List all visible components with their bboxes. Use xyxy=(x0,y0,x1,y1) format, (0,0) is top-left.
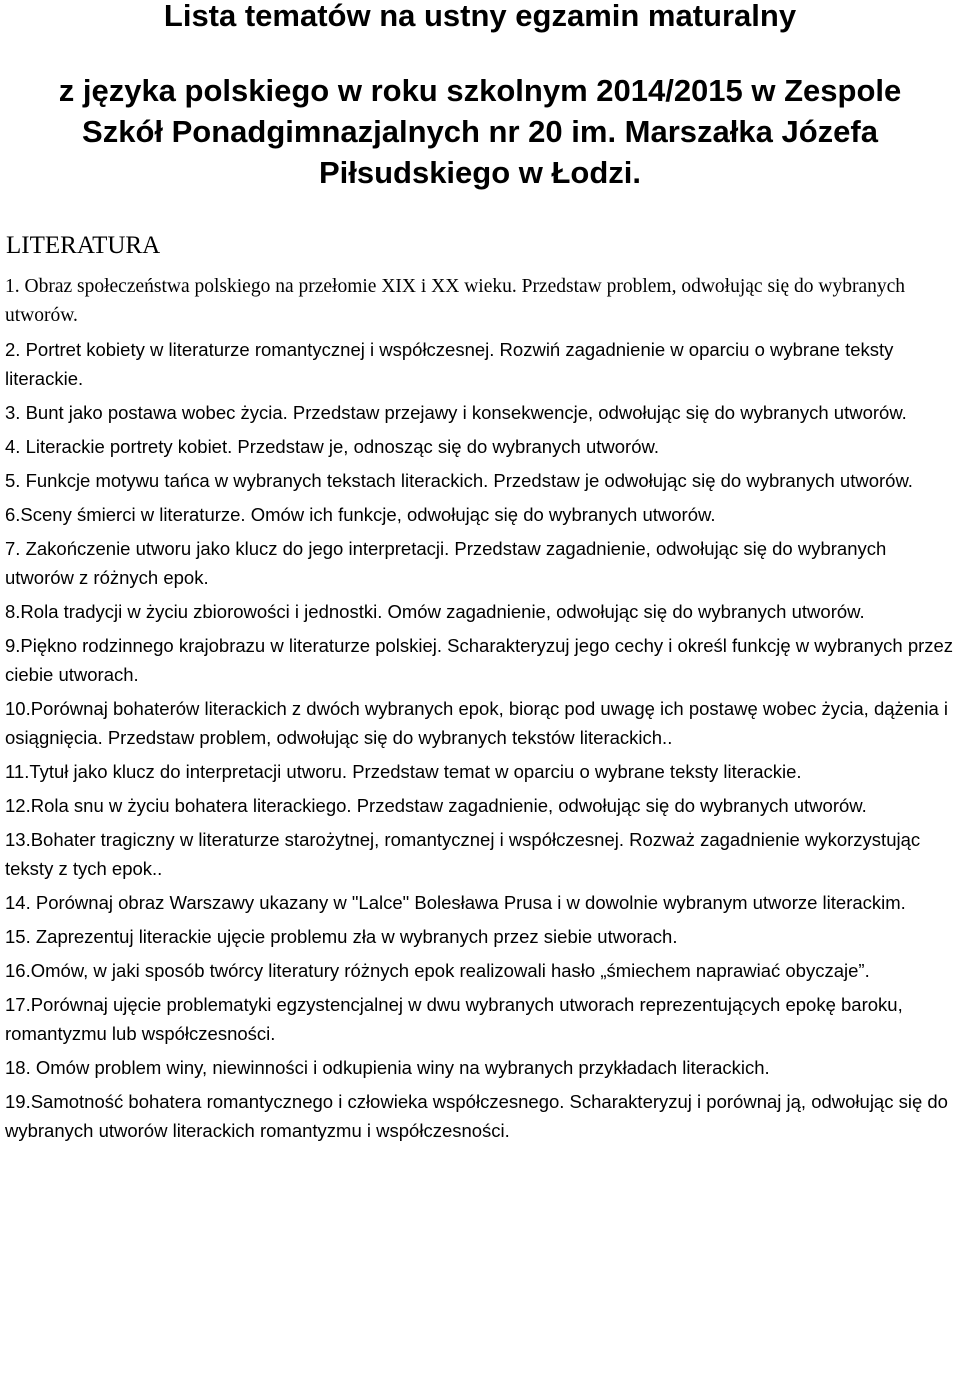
subtitle-line: z języka polskiego w roku szkolnym 2014/2015 w Zespole xyxy=(58,73,902,108)
topic-text: 14. Porównaj obraz Warszawy ukazany w "Lalce" Bolesława Prusa i w dowolnie wybranym utworze literackim. xyxy=(5,892,906,913)
topic-text: 9.Piękno rodzinnego krajobrazu w literaturze polskiej. Scharakteryzuj jego cechy i określ funkcję w wybranych przez ciebie utworach. xyxy=(5,635,954,685)
topic-item xyxy=(5,335,959,393)
subtitle-line: Szkół Ponadgimnazjalnych nr 20 im. Marszałka Józefa xyxy=(82,114,878,149)
topic-item xyxy=(5,922,959,951)
topic-item xyxy=(5,398,959,427)
topic-text: 4. Literackie portrety kobiet. Przedstaw je, odnosząc się do wybranych utworów. xyxy=(5,436,659,457)
topic-item xyxy=(5,432,959,461)
topic-text: 13.Bohater tragiczny w literaturze starożytnej, romantycznej i współczesnej. Rozważ zagadnienie wykorzystując teksty z tych epok.. xyxy=(5,829,921,879)
topic-text: 10.Porównaj bohaterów literackich z dwóch wybranych epok, biorąc pod uwagę ich postawę wobec życia, dążenia i osiągnięcia. Przedstaw problem, odwołując się do wybranych tekstów literackich.. xyxy=(5,698,948,748)
topic-list xyxy=(5,272,959,1150)
topic-item xyxy=(5,791,959,820)
topic-text: 16.Omów, w jaki sposób twórcy literatury różnych epok realizowali hasło „śmiechem naprawiać obyczaje”. xyxy=(5,960,870,981)
section-heading-literatura: LITERATURA xyxy=(6,232,161,259)
topic-text: 2. Portret kobiety w literaturze romantycznej i współczesnej. Rozwiń zagadnienie w oparciu o wybrane teksty literackie. xyxy=(5,339,894,389)
topic-item xyxy=(5,956,959,985)
topic-item xyxy=(5,466,959,495)
topic-text: 12.Rola snu w życiu bohatera literackiego. Przedstaw zagadnienie, odwołując się do wybranych utworów. xyxy=(5,795,867,816)
topic-item xyxy=(5,694,959,752)
topic-text: 1. Obraz społeczeństwa polskiego na przełomie XIX i XX wieku. Przedstaw problem, odwołując się do wybranych utworów. xyxy=(5,276,905,326)
topic-item xyxy=(5,534,959,592)
document-title: Lista tematów na ustny egzamin maturalny xyxy=(163,0,797,33)
topic-item xyxy=(5,597,959,626)
topic-text: 19.Samotność bohatera romantycznego i człowieka współczesnego. Scharakteryzuj i porównaj ją, odwołując się do wybranych utworów literackich romantyzmu i współczesności. xyxy=(5,1091,948,1141)
topic-item xyxy=(5,990,959,1048)
topic-item xyxy=(5,500,959,529)
topic-text: 8.Rola tradycji w życiu zbiorowości i jednostki. Omów zagadnienie, odwołując się do wybranych utworów. xyxy=(5,601,865,622)
topic-text: 15. Zaprezentuj literackie ujęcie problemu zła w wybranych przez siebie utworach. xyxy=(5,926,678,947)
topic-text: 6.Sceny śmierci w literaturze. Omów ich funkcje, odwołując się do wybranych utworów. xyxy=(5,504,716,525)
topic-text: 3. Bunt jako postawa wobec życia. Przedstaw przejawy i konsekwencje, odwołując się do wybranych utworów. xyxy=(5,402,907,423)
topic-text: 5. Funkcje motywu tańca w wybranych tekstach literackich. Przedstaw je odwołując się do wybranych utworów. xyxy=(5,470,913,491)
topic-item xyxy=(5,272,959,330)
topic-item xyxy=(5,888,959,917)
topic-text: 18. Omów problem winy, niewinności i odkupienia winy na wybranych przykładach literackich. xyxy=(5,1057,770,1078)
subtitle-line: Piłsudskiego w Łodzi. xyxy=(318,155,642,190)
topic-text: 11.Tytuł jako klucz do interpretacji utworu. Przedstaw temat w oparciu o wybrane teksty literackie. xyxy=(5,761,802,782)
topic-text: 7. Zakończenie utworu jako klucz do jego interpretacji. Przedstaw zagadnienie, odwołując się do wybranych utworów z różnych epok. xyxy=(5,538,887,588)
topic-item xyxy=(5,825,959,883)
document-subtitle xyxy=(0,70,960,193)
topic-item xyxy=(5,1087,959,1145)
topic-item xyxy=(5,1053,959,1082)
topic-item xyxy=(5,757,959,786)
topic-item xyxy=(5,631,959,689)
topic-text: 17.Porównaj ujęcie problematyki egzystencjalnej w dwu wybranych utworach reprezentujących epokę baroku, romantyzmu lub współczesności. xyxy=(5,994,903,1044)
